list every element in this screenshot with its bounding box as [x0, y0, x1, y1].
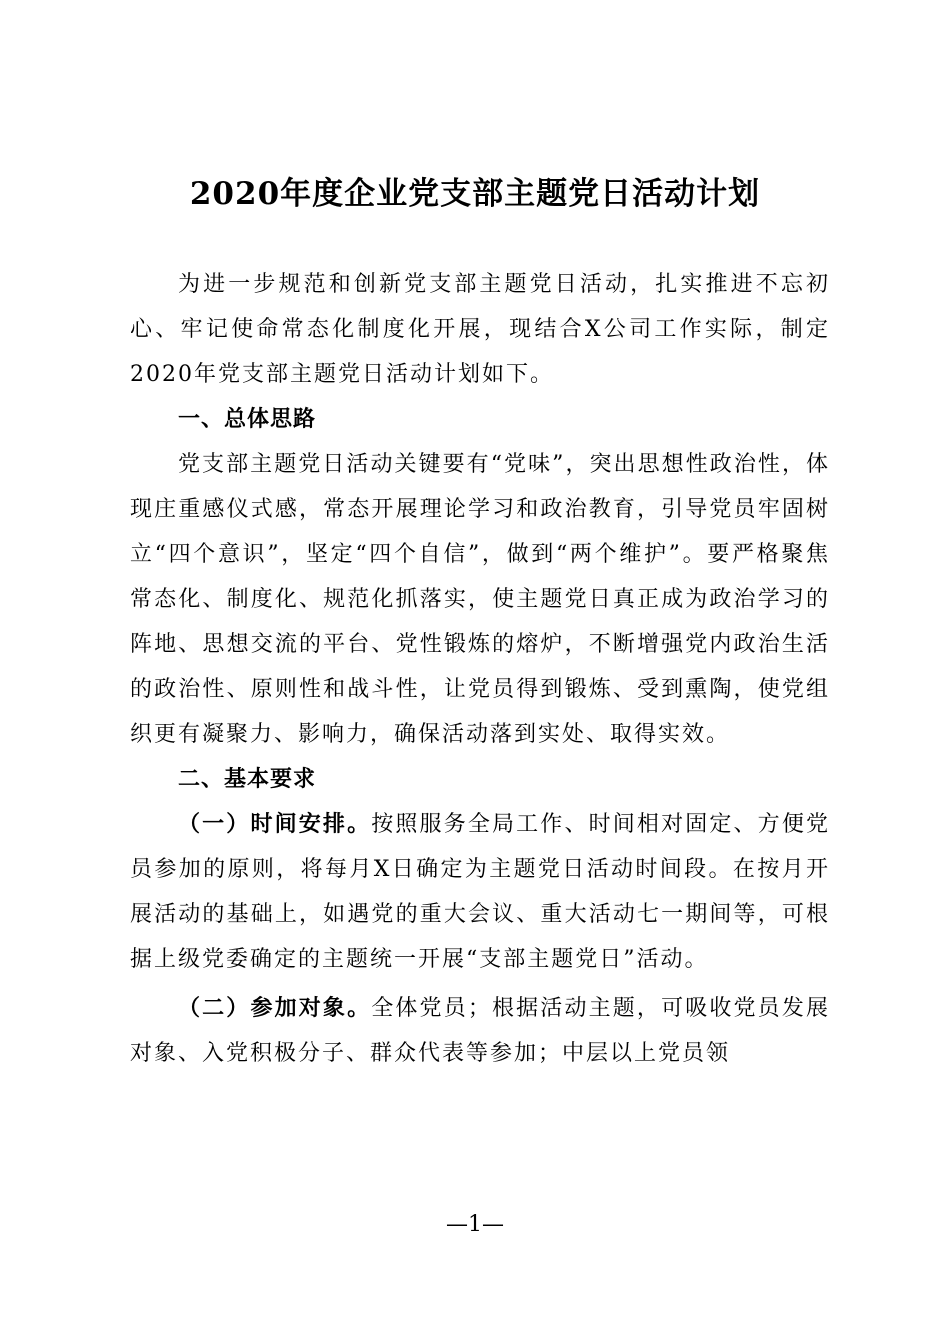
section-heading-overall-approach: 一、总体思路	[178, 407, 317, 432]
overall-approach-paragraph: 党支部主题党日活动关键要有“党味”，突出思想性政治性，体现庄重感仪式感，常态开展理论学习和政治教育，引导党员牢固树立“四个意识”，坚定“四个自信”，做到“两个维护”。要严格聚焦常态化、制度化、规范化抓落实，使主题党日真正成为政治学习的阵地、思想交流的平台、党性锻炼的熔炉，不断增强党内政治生活的政治性、原则性和战斗性，让党员得到锻炼、受到熏陶，使党组织更有凝聚力、影响力，确保活动落到实处、取得实效。	[130, 452, 830, 747]
section-heading-basic-requirements: 二、基本要求	[178, 767, 317, 792]
time-arrangement-paragraph	[130, 802, 830, 982]
document-title: 2020年度企业党支部主题党日活动计划	[189, 176, 761, 212]
participants-lead: （二）参加对象。	[178, 996, 372, 1021]
participants-text: 全体党员；根据活动主题，可吸收党员发展对象、入党积极分子、群众代表等参加；中层以上党员领	[130, 996, 830, 1066]
participants-paragraph	[130, 986, 830, 1076]
time-arrangement-lead: （一）时间安排。	[178, 812, 372, 837]
time-arrangement-text: 按照服务全局工作、时间相对固定、方便党员参加的原则，将每月X日确定为主题党日活动时间段。在按月开展活动的基础上，如遇党的重大会议、重大活动七一期间等，可根据上级党委确定的主题统一开展“支部主题党日”活动。	[130, 812, 830, 972]
document-body	[130, 262, 830, 1076]
intro-paragraph: 为进一步规范和创新党支部主题党日活动，扎实推进不忘初心、牢记使命常态化制度化开展，现结合X公司工作实际，制定2020年党支部主题党日活动计划如下。	[130, 272, 830, 387]
page-number: —1—	[446, 1212, 504, 1237]
